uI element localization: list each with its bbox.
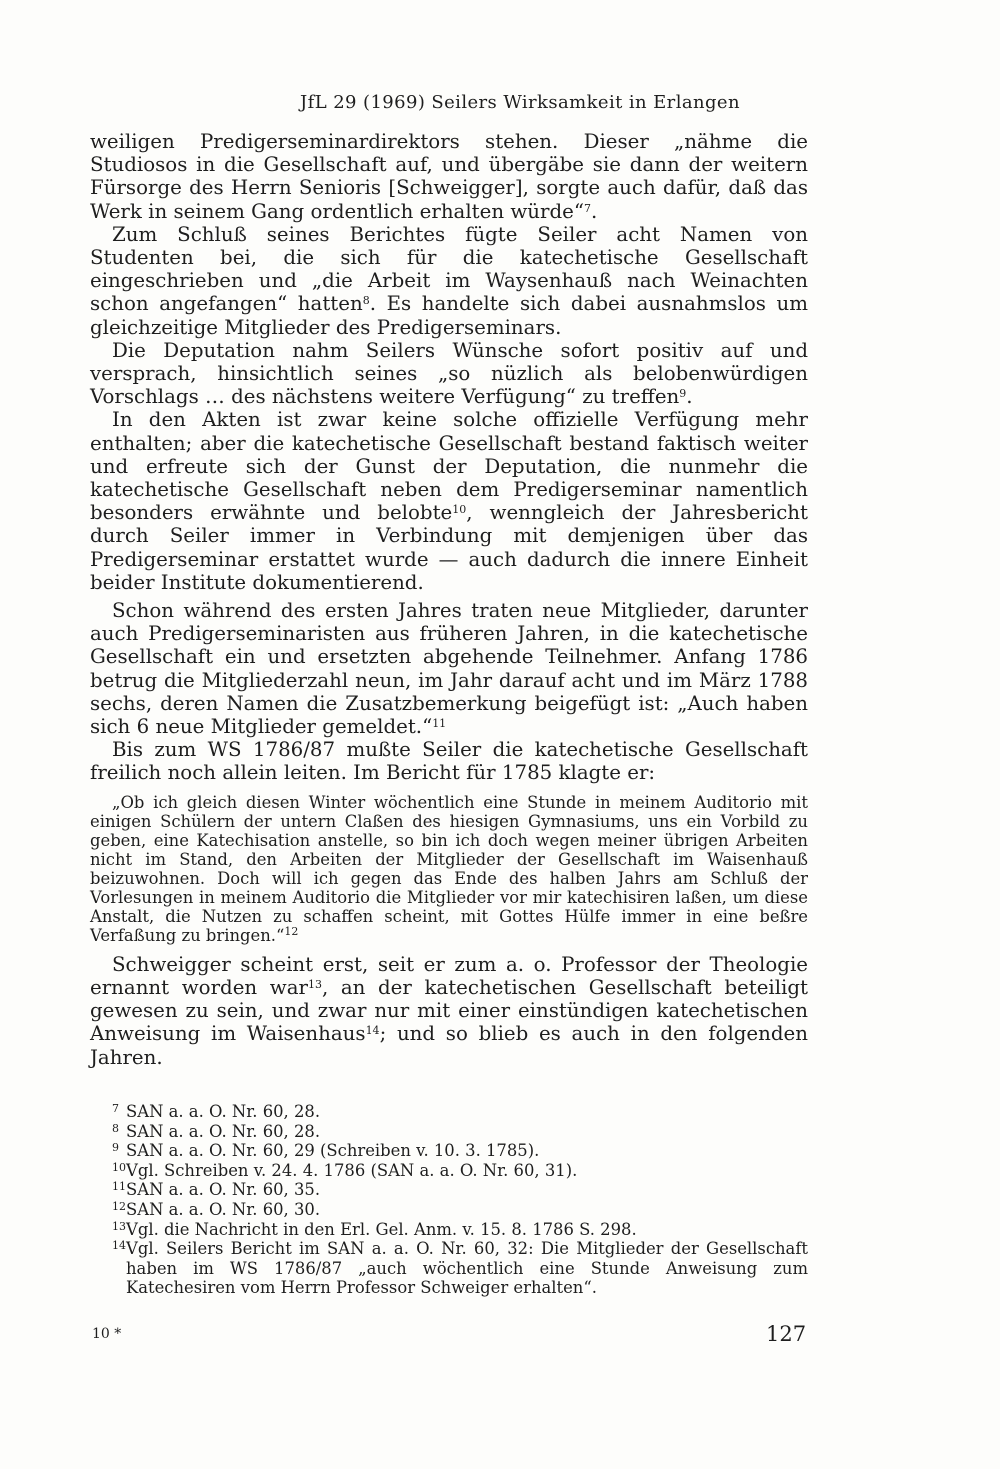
paragraph: Zum Schluß seines Berichtes fügte Seiler acht Namen von Studenten bei, die sich für die katechetische Gesellschaft eingeschrieben und „die Arbeit im Waysenhauß nach Weinachten schon angefangen“ hatten$^8$. Es handelte sich dabei ausnahmslos um gleichzeitige Mitglieder des Predigerseminars.	[90, 222, 808, 339]
paragraph: weiligen Predigerseminardirektors stehen. Dieser „nähme die Studiosos in die Gesellschaft auf, und übergäbe sie dann der weitern Fürsorge des Herrn Senioris [Schweigger], sorgte auch dafür, daß das Werk in seinem Gang ordentlich erhalten würde“$^7$.	[90, 130, 808, 223]
paragraph: In den Akten ist zwar keine solche offizielle Verfügung mehr enthalten; aber die katechetische Gesellschaft bestand faktisch weiter und erfreute sich der Gunst der Deputation, die nunmehr die katechetische Gesellschaft neben dem Predigerseminar namentlich besonders erwähnte und belobte$^{10}$, wenngleich der Jahresbericht durch Seiler immer in Verbindung mit demjenigen über das Predigerseminar erstattet wurde — auch dadurch die innere Einheit beider Institute dokumentierend.	[90, 408, 808, 594]
footnote: 13 Vgl. die Nachricht in den Erl. Gel. Anm. v. 15. 8. 1786 S. 298.	[112, 1219, 637, 1239]
paragraph: Schon während des ersten Jahres traten neue Mitglieder, darunter auch Predigerseminaristen aus früheren Jahren, in die katechetische Gesellschaft ein und ersetzten abgehende Teilnehmer. Anfang 1786 betrug die Mitgliederzahl neun, im Jahr darauf acht und im März 1788 sechs, deren Namen die Zusatzbemerkung beigefügt ist: „Auch haben sich 6 neue Mitglieder gemeldet.“$^{11}$	[90, 599, 808, 739]
footnote-ref: 11	[432, 717, 447, 731]
page-number: 127	[766, 1322, 807, 1346]
footnote: 9 SAN a. a. O. Nr. 60, 29 (Schreiben v. 10. 3. 1785).	[112, 1141, 540, 1161]
footnote-ref: 7	[583, 201, 591, 215]
footnote: 10 Vgl. Schreiben v. 24. 4. 1786 (SAN a. a. O. Nr. 60, 31).	[112, 1160, 578, 1180]
running-header: JfL 29 (1969) Seilers Wirksamkeit in Erlangen	[300, 92, 740, 113]
footnote: 8 SAN a. a. O. Nr. 60, 28.	[112, 1121, 321, 1141]
footnote: 11 SAN a. a. O. Nr. 60, 35.	[112, 1180, 321, 1200]
footnote: 12 SAN a. a. O. Nr. 60, 30.	[112, 1199, 321, 1219]
block-quote: „Ob ich gleich diesen Winter wöchentlich eine Stunde in meinem Auditorio mit einigen Schülern der untern Claßen des hiesigen Gymnasiums, uns ein Vorbild zu geben, eine Katechisation anstelle, so bin ich doch wegen meiner übrigen Arbeiten nicht im Stand, den Arbeiten der Mitglieder der Gesellschaft im Waisenhauß beizuwohnen. Doch will ich gegen das Ende des halben Jahrs am Schluß der Vorlesungen in meinem Auditorio die Mitglieder vor mir katechisiren laßen, um diese Anstalt, die Nutzen zu schaffen scheint, mit Gottes Hülfe immer in eine beßre Verfaßung zu bringen.“$^{12}$	[90, 792, 808, 945]
footnote-ref: 8	[362, 294, 370, 308]
footnote: 14 Vgl. Seilers Bericht im SAN a. a. O. Nr. 60, 32: Die Mitglieder der Gesellschaft haben im WS 1786/87 „auch wöchentlich eine Stunde Anweisung zum Katechesiren vom Herrn Professor Schweiger erhalten“.	[112, 1239, 808, 1298]
paragraph: Die Deputation nahm Seilers Wünsche sofort positiv auf und versprach, hinsichtlich seines „so nüzlich als belobenwürdigen Vorschlags … des nächstens weitere Verfügung“ zu treffen$^9$.	[90, 338, 808, 409]
paragraph: Bis zum WS 1786/87 mußte Seiler die katechetische Gesellschaft freilich noch allein leiten. Im Bericht für 1785 klagte er:	[90, 738, 808, 785]
footnotes	[112, 1102, 808, 1298]
footnote-ref: 9	[679, 387, 687, 401]
printer-signature: 10 *	[92, 1326, 122, 1342]
footnote-ref: 13	[307, 977, 322, 991]
footnote-ref: 12	[284, 924, 299, 938]
footnote-ref: 14	[365, 1024, 380, 1038]
main-text	[90, 130, 808, 1069]
footnote: 7 SAN a. a. O. Nr. 60, 28.	[112, 1102, 321, 1121]
paragraph: Schweigger scheint erst, seit er zum a. o. Professor der Theologie ernannt worden war$^{13}$, an der katechetischen Gesellschaft beteiligt gewesen zu sein, und zwar nur mit einer einstündigen katechetischen Anweisung im Waisenhaus$^{14}$; und so blieb es auch in den folgenden Jahren.	[90, 952, 808, 1069]
footnote-ref: 10	[452, 503, 467, 517]
